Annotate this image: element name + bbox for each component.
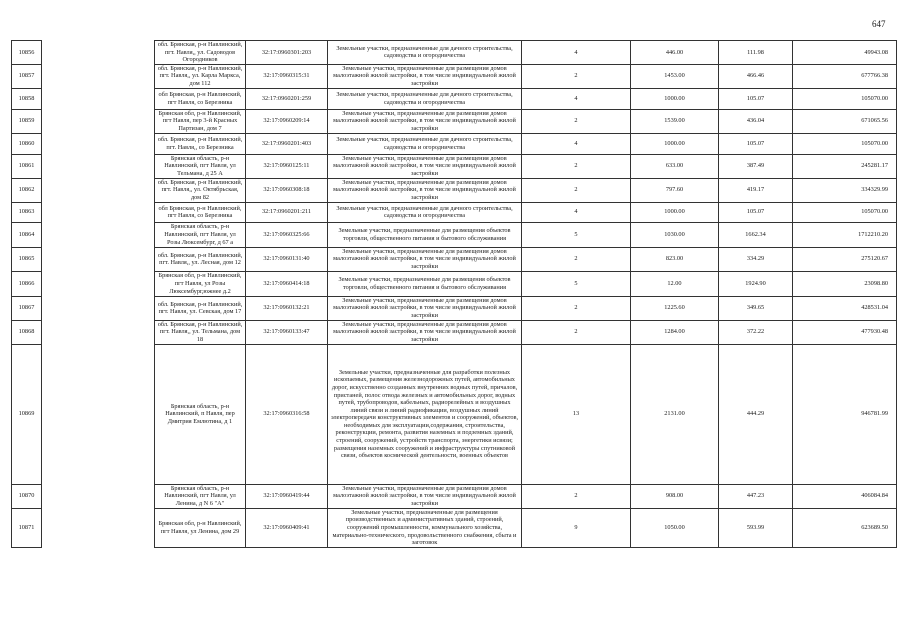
address-cell: обл. Брянская, р-н Навлинский, пгт. Навля,, ул. Лесная, дом 12 — [155, 247, 246, 271]
area-cell: 823.00 — [631, 247, 719, 271]
group-number-cell: 2 — [522, 109, 631, 133]
record-id: 10857 — [12, 64, 42, 88]
table-row — [12, 344, 897, 484]
cadastral-value-cell: 946781.99 — [793, 344, 897, 484]
land-use-cell: Земельные участки, предназначенные для дачного строительства, садоводства и огородничества — [328, 133, 522, 154]
cadastral-number-cell: 32:17:0960316:58 — [246, 344, 328, 484]
record-id: 10862 — [12, 178, 42, 202]
address-cell: Брянская обл, р-н Навлинский, пгт Навля, ул Розы Люксембург,южнее д.2 — [155, 271, 246, 296]
cadastral-value-cell: 623689.50 — [793, 508, 897, 547]
gap-cell — [42, 508, 155, 547]
cadastral-value-cell: 275120.67 — [793, 247, 897, 271]
group-number-cell: 4 — [522, 88, 631, 109]
land-use-cell: Земельные участки, предназначенные для размещения домов малоэтажной жилой застройки, в том числе индивидуальной жилой застройки — [328, 484, 522, 508]
rate-cell: 1662.34 — [719, 222, 793, 247]
group-number-cell: 2 — [522, 64, 631, 88]
area-cell: 633.00 — [631, 154, 719, 178]
group-number-cell: 2 — [522, 296, 631, 320]
table-row — [12, 484, 897, 508]
land-use-cell: Земельные участки, предназначенные для размещения домов малоэтажной жилой застройки, в том числе индивидуальной жилой застройки — [328, 64, 522, 88]
land-use-cell: Земельные участки, предназначенные для разработки полезных ископаемых, размещения железнодорожных путей, автомобильных дорог, искусственно созданных внутренних водных путей, причалов, пристаней, полос отвода железных и автомобильных дорог, водных путей, трубопроводов, кабельных, радиорелейных и воздушных линий связи и линий радиофикации, воздушных линий электропередачи конструктивных элементов и сооружений, объектов, необходимых для эксплуатации,содержания, строительства, реконструкции, ремонта, развития наземных и подземных зданий, строений, сооружений, устройств транспорта, энергетики исвязи; размещения наземных сооружений и инфраструктуры спутниковой связи, объектов космической деятельности, военных объектов — [328, 344, 522, 484]
cadastral-value-cell: 428531.04 — [793, 296, 897, 320]
area-cell: 446.00 — [631, 41, 719, 65]
rate-cell: 447.23 — [719, 484, 793, 508]
cadastral-number-cell: 32:17:0960315:31 — [246, 64, 328, 88]
gap-cell — [42, 222, 155, 247]
table-row — [12, 222, 897, 247]
group-number-cell: 9 — [522, 508, 631, 547]
table-row — [12, 178, 897, 202]
land-use-cell: Земельные участки, предназначенные для размещения домов малоэтажной жилой застройки, в том числе индивидуальной жилой застройки — [328, 296, 522, 320]
group-number-cell: 4 — [522, 133, 631, 154]
cadastral-value-cell: 105070.00 — [793, 88, 897, 109]
table-body — [12, 41, 897, 548]
rate-cell: 1924.90 — [719, 271, 793, 296]
group-number-cell: 13 — [522, 344, 631, 484]
area-cell: 12.00 — [631, 271, 719, 296]
gap-cell — [42, 41, 155, 65]
area-cell: 1284.00 — [631, 320, 719, 344]
address-cell: обл. Брянская, р-н Навлинский, пгт. Навля,, ул. Октябрьская, дом 82 — [155, 178, 246, 202]
land-use-cell: Земельные участки, предназначенные для размещения домов малоэтажной жилой застройки, в том числе индивидуальной жилой застройки — [328, 320, 522, 344]
land-use-cell: Земельные участки, предназначенные для дачного строительства, садоводства и огородничества — [328, 88, 522, 109]
address-cell: Брянская область, р-н Навлинский, пгт Навля, ул Тельмана, д 25 А — [155, 154, 246, 178]
rate-cell: 111.98 — [719, 41, 793, 65]
gap-cell — [42, 88, 155, 109]
address-cell: Брянская область, р-н Навлинский, пгт Навля, ул Ленина, д N 6 "А" — [155, 484, 246, 508]
cadastral-value-cell: 245281.17 — [793, 154, 897, 178]
area-cell: 1030.00 — [631, 222, 719, 247]
cadastral-number-cell: 32:17:0960125:11 — [246, 154, 328, 178]
record-id: 10868 — [12, 320, 42, 344]
cadastral-value-cell: 334329.99 — [793, 178, 897, 202]
land-use-cell: Земельные участки, предназначенные для размещения домов малоэтажной жилой застройки, в том числе индивидуальной жилой застройки — [328, 109, 522, 133]
area-cell: 1225.60 — [631, 296, 719, 320]
cadastral-number-cell: 32:17:0960133:47 — [246, 320, 328, 344]
address-cell: обл Брянская, р-н Навлинский, пгт Навля, со Березника — [155, 202, 246, 222]
address-cell: обл. Брянская, р-н Навлинский, пгт. Навля,, со Березника — [155, 133, 246, 154]
gap-cell — [42, 484, 155, 508]
page-number: 647 — [872, 19, 886, 29]
group-number-cell: 5 — [522, 222, 631, 247]
rate-cell: 105.07 — [719, 202, 793, 222]
cadastral-value-table — [11, 40, 897, 548]
address-cell: Брянская обл, р-н Навлинский, пгт Навля, пер 3-й Красных Партизан, дом 7 — [155, 109, 246, 133]
area-cell: 1000.00 — [631, 202, 719, 222]
cadastral-number-cell: 32:17:0960131:40 — [246, 247, 328, 271]
group-number-cell: 4 — [522, 202, 631, 222]
record-id: 10867 — [12, 296, 42, 320]
rate-cell: 372.22 — [719, 320, 793, 344]
rate-cell: 387.49 — [719, 154, 793, 178]
record-id: 10866 — [12, 271, 42, 296]
cadastral-value-cell: 49943.08 — [793, 41, 897, 65]
land-use-cell: Земельные участки, предназначенные для размещения домов малоэтажной жилой застройки, в том числе индивидуальной жилой застройки — [328, 247, 522, 271]
cadastral-value-cell: 1712210.20 — [793, 222, 897, 247]
rate-cell: 436.04 — [719, 109, 793, 133]
gap-cell — [42, 109, 155, 133]
cadastral-number-cell: 32:17:0960132:21 — [246, 296, 328, 320]
record-id: 10870 — [12, 484, 42, 508]
cadastral-value-cell: 406084.84 — [793, 484, 897, 508]
rate-cell: 466.46 — [719, 64, 793, 88]
record-id: 10869 — [12, 344, 42, 484]
gap-cell — [42, 64, 155, 88]
table-row — [12, 508, 897, 547]
area-cell: 1000.00 — [631, 133, 719, 154]
address-cell: обл. Брянская, р-н Навлинский, пгт. Навля,, ул. Тельмана, дом 18 — [155, 320, 246, 344]
address-cell: Брянская область, р-н Навлинский, пгт Навля, ул Розы Люксембург, д 67 а — [155, 222, 246, 247]
group-number-cell: 2 — [522, 178, 631, 202]
record-id: 10863 — [12, 202, 42, 222]
area-cell: 1050.00 — [631, 508, 719, 547]
cadastral-number-cell: 32:17:0960209:14 — [246, 109, 328, 133]
land-use-cell: Земельные участки, предназначенные для размещения производственных и административных зданий, строений, сооружений промышленности, коммунального хозяйства, материально-технического, продовольственного снабжения, сбыта и заготовок — [328, 508, 522, 547]
gap-cell — [42, 133, 155, 154]
gap-cell — [42, 271, 155, 296]
cadastral-number-cell: 32:17:0960201:403 — [246, 133, 328, 154]
land-use-cell: Земельные участки, предназначенные для дачного строительства, садоводства и огородничества — [328, 41, 522, 65]
cadastral-number-cell: 32:17:0960201:211 — [246, 202, 328, 222]
group-number-cell: 4 — [522, 41, 631, 65]
table-row — [12, 109, 897, 133]
cadastral-value-cell: 105070.00 — [793, 133, 897, 154]
gap-cell — [42, 247, 155, 271]
record-id: 10858 — [12, 88, 42, 109]
area-cell: 2131.00 — [631, 344, 719, 484]
table-row — [12, 64, 897, 88]
table-row — [12, 41, 897, 65]
cadastral-value-cell: 105070.00 — [793, 202, 897, 222]
record-id: 10856 — [12, 41, 42, 65]
gap-cell — [42, 296, 155, 320]
cadastral-value-cell: 677766.38 — [793, 64, 897, 88]
address-cell: обл Брянская, р-н Навлинский, пгт Навля, со Березника — [155, 88, 246, 109]
land-use-cell: Земельные участки, предназначенные для размещения объектов торговли, общественного питания и бытового обслуживания — [328, 222, 522, 247]
record-id: 10861 — [12, 154, 42, 178]
record-id: 10859 — [12, 109, 42, 133]
table-row — [12, 296, 897, 320]
rate-cell: 334.29 — [719, 247, 793, 271]
cadastral-value-cell: 671065.56 — [793, 109, 897, 133]
cadastral-number-cell: 32:17:0960414:18 — [246, 271, 328, 296]
table-row — [12, 202, 897, 222]
gap-cell — [42, 320, 155, 344]
cadastral-number-cell: 32:17:0960409:41 — [246, 508, 328, 547]
cadastral-value-cell: 23098.80 — [793, 271, 897, 296]
cadastral-number-cell: 32:17:0960325:66 — [246, 222, 328, 247]
address-cell: обл. Брянская, р-н Навлинский, пгт. Навля,, ул. Карла Маркса, дом 112 — [155, 64, 246, 88]
table-row — [12, 88, 897, 109]
gap-cell — [42, 344, 155, 484]
cadastral-number-cell: 32:17:0960308:18 — [246, 178, 328, 202]
group-number-cell: 2 — [522, 484, 631, 508]
rate-cell: 349.65 — [719, 296, 793, 320]
address-cell: обл. Брянская, р-н Навлинский, пгт. Навля, ул. Севская, дом 17 — [155, 296, 246, 320]
land-use-cell: Земельные участки, предназначенные для размещения объектов торговли, общественного питания и бытового обслуживания — [328, 271, 522, 296]
cadastral-value-cell: 477930.48 — [793, 320, 897, 344]
area-cell: 1539.00 — [631, 109, 719, 133]
area-cell: 1453.00 — [631, 64, 719, 88]
address-cell: Брянская область, р-н Навлинский, п Навля, пер Дмитрия Емлютина, д 1 — [155, 344, 246, 484]
table-row — [12, 320, 897, 344]
rate-cell: 444.29 — [719, 344, 793, 484]
rate-cell: 593.99 — [719, 508, 793, 547]
record-id: 10860 — [12, 133, 42, 154]
area-cell: 1000.00 — [631, 88, 719, 109]
gap-cell — [42, 178, 155, 202]
group-number-cell: 2 — [522, 320, 631, 344]
gap-cell — [42, 202, 155, 222]
cadastral-number-cell: 32:17:0960201:259 — [246, 88, 328, 109]
area-cell: 797.60 — [631, 178, 719, 202]
table-row — [12, 154, 897, 178]
address-cell: обл. Брянская, р-н Навлинский, пгт. Навля,, ул. Садоводов Огородников — [155, 41, 246, 65]
land-use-cell: Земельные участки, предназначенные для размещения домов малоэтажной жилой застройки, в том числе индивидуальной жилой застройки — [328, 154, 522, 178]
rate-cell: 419.17 — [719, 178, 793, 202]
gap-cell — [42, 154, 155, 178]
table-row — [12, 271, 897, 296]
rate-cell: 105.07 — [719, 133, 793, 154]
group-number-cell: 2 — [522, 154, 631, 178]
table-row — [12, 247, 897, 271]
cadastral-number-cell: 32:17:0960301:203 — [246, 41, 328, 65]
record-id: 10871 — [12, 508, 42, 547]
record-id: 10864 — [12, 222, 42, 247]
address-cell: Брянская обл, р-н Навлинский, пгт Навля, ул Ленина, дом 29 — [155, 508, 246, 547]
group-number-cell: 5 — [522, 271, 631, 296]
rate-cell: 105.07 — [719, 88, 793, 109]
area-cell: 908.00 — [631, 484, 719, 508]
record-id: 10865 — [12, 247, 42, 271]
land-use-cell: Земельные участки, предназначенные для дачного строительства, садоводства и огородничества — [328, 202, 522, 222]
cadastral-number-cell: 32:17:0960419:44 — [246, 484, 328, 508]
table-row — [12, 133, 897, 154]
group-number-cell: 2 — [522, 247, 631, 271]
land-use-cell: Земельные участки, предназначенные для размещения домов малоэтажной жилой застройки, в том числе индивидуальной жилой застройки — [328, 178, 522, 202]
